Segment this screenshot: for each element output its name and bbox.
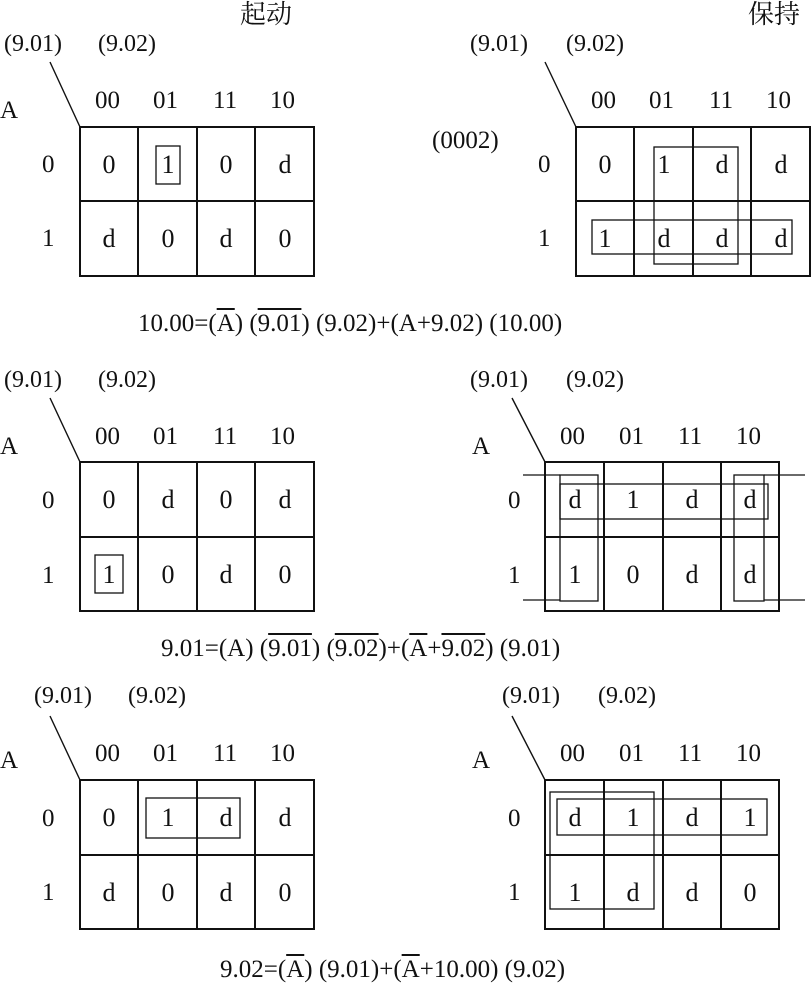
- kmap-5-sig1: (9.01): [34, 683, 92, 709]
- kmap-4-cell: d: [743, 559, 757, 589]
- kmap-4-sig2: (9.02): [566, 367, 624, 393]
- kmap-3-col: 00: [95, 423, 120, 450]
- kmap-3-row: 1: [42, 562, 55, 589]
- kmap-5-cell: d: [102, 877, 116, 907]
- kmap-1-col: 00: [95, 87, 120, 114]
- kmap-6-cell: 1: [743, 802, 757, 832]
- kmap-1-col: 11: [213, 87, 238, 114]
- kmap-5-row-var: A: [0, 747, 19, 774]
- equation-2-part: 9.02: [441, 635, 486, 662]
- kmap-5-row: 0: [42, 805, 55, 832]
- kmap-2-col: 11: [709, 87, 734, 114]
- kmap-1-cell: 0: [219, 149, 233, 179]
- kmap-2-row: 0: [538, 151, 551, 178]
- kmap-1-cell: d: [278, 149, 292, 179]
- kmap-6-cell: 1: [626, 802, 640, 832]
- kmap-6-col: 01: [619, 740, 644, 767]
- start-header: 起动: [240, 0, 293, 30]
- kmap-1-cell: 1: [161, 149, 175, 179]
- kmap-4-cell: 1: [626, 484, 640, 514]
- equation-1-part: ) (9.02)+(A+9.02) (10.00): [301, 310, 563, 337]
- kmap-2-row-var: (0002): [432, 127, 499, 154]
- kmap-6-row: 1: [508, 879, 521, 906]
- kmap-3-cell: 0: [161, 559, 175, 589]
- kmap-6-col: 10: [736, 740, 761, 767]
- kmap-6-cell: 0: [743, 877, 757, 907]
- kmap-5-col: 01: [153, 740, 178, 767]
- kmap-3-col: 01: [153, 423, 178, 450]
- kmap-3-cell: d: [278, 484, 292, 514]
- kmap-4-cell: 0: [626, 559, 640, 589]
- equation-2-part: 9.02: [334, 635, 379, 662]
- kmap-6-cell: 1: [568, 877, 582, 907]
- kmap-4-cell: d: [685, 484, 699, 514]
- hold-header: 保持: [748, 0, 801, 30]
- equation-2-part: +: [427, 635, 442, 662]
- kmap-3-sig2: (9.02): [98, 367, 156, 393]
- kmap-6-cell: d: [685, 802, 699, 832]
- kmap-1-row: 1: [42, 225, 55, 252]
- kmap-5-col: 11: [213, 740, 238, 767]
- kmap-1-cell: 0: [278, 223, 292, 253]
- equation-2-part: 9.01: [268, 635, 312, 662]
- kmap-3-col: 10: [270, 423, 295, 450]
- kmap-6-cell: d: [626, 877, 640, 907]
- kmap-2-cell: 1: [598, 223, 612, 253]
- kmap-2-sig2: (9.02): [566, 31, 624, 57]
- kmap-6-sig2: (9.02): [598, 683, 656, 709]
- kmap-1-row-var: A: [0, 97, 19, 124]
- kmap-5-cell: 0: [102, 802, 116, 832]
- kmap-6-col: 00: [560, 740, 585, 767]
- equation-2: [161, 636, 560, 661]
- kmap-3-row-var: A: [0, 433, 19, 460]
- kmap-1-cell: d: [219, 223, 233, 253]
- kmap-5-col: 00: [95, 740, 120, 767]
- kmap-5-cell: 1: [161, 802, 175, 832]
- kmap-3-cell: 0: [278, 559, 292, 589]
- kmap-2-sig1: (9.01): [470, 31, 528, 57]
- equation-1-part: 9.01: [257, 310, 302, 337]
- kmap-1-row: 0: [42, 151, 55, 178]
- kmap-4-col: 10: [736, 423, 761, 450]
- kmap-2-col: 10: [766, 87, 791, 114]
- kmap-5-cell: 0: [278, 877, 292, 907]
- kmap-3-sig1: (9.01): [4, 367, 62, 393]
- kmap-3-cell: 0: [219, 484, 233, 514]
- kmap-4-row: 0: [508, 487, 521, 514]
- kmap-3-row: 0: [42, 487, 55, 514]
- equation-3-part: 9.02=(: [220, 956, 287, 983]
- kmap-4-cell: 1: [568, 559, 582, 589]
- kmap-5-cell: d: [278, 802, 292, 832]
- kmap-1-cell: d: [102, 223, 116, 253]
- kmap-4-col: 01: [619, 423, 644, 450]
- equation-3: [220, 957, 565, 982]
- kmap-1-sig2: (9.02): [98, 31, 156, 57]
- kmap-5-cell: 0: [161, 877, 175, 907]
- kmap-5-sig2: (9.02): [128, 683, 186, 709]
- kmap-2-cell: d: [657, 223, 671, 253]
- equation-1-part: ) (: [234, 310, 258, 337]
- equation-1: [138, 311, 562, 336]
- kmap-1-col: 01: [153, 87, 178, 114]
- kmap-5-row: 1: [42, 879, 55, 906]
- equation-2-part: 9.01=(A) (: [161, 635, 269, 662]
- kmap-6-col: 11: [678, 740, 703, 767]
- kmap-1-col: 10: [270, 87, 295, 114]
- kmap-4-cell: d: [743, 484, 757, 514]
- equation-2-part: ) (9.01): [485, 635, 561, 662]
- equation-2-part: $\overline{A}$: [409, 635, 428, 662]
- kmap-3-cell: 0: [102, 484, 116, 514]
- kmap-2-col: 01: [649, 87, 674, 114]
- kmap-4-col: 00: [560, 423, 585, 450]
- kmap-3-cell: d: [161, 484, 175, 514]
- kmap-2-cell: 1: [657, 149, 671, 179]
- kmap-4-row-var: A: [472, 433, 491, 460]
- kmap-2-cell: d: [715, 149, 729, 179]
- kmap-2-col: 00: [591, 87, 616, 114]
- kmap-6-cell: d: [685, 877, 699, 907]
- kmap-6-row-var: A: [472, 747, 491, 774]
- kmap-3-cell: d: [219, 559, 233, 589]
- kmap-5-cell: d: [219, 802, 233, 832]
- equation-1-part: 10.00=(: [138, 310, 217, 337]
- kmap-2-cell: d: [715, 223, 729, 253]
- equation-2-part: )+(: [378, 635, 410, 662]
- kmap-6-cell: d: [568, 802, 582, 832]
- equation-3-part: $\overline{A}$: [286, 956, 305, 983]
- kmap-2-cell: d: [774, 149, 788, 179]
- kmap-6-row: 0: [508, 805, 521, 832]
- equation-3-part: +10.00) (9.02): [419, 956, 566, 983]
- equation-1-part: $\overline{A}$: [216, 310, 235, 337]
- kmap-2-row: 1: [538, 225, 551, 252]
- kmap-3-cell: 1: [102, 559, 116, 589]
- kmap-4-cell: d: [568, 484, 582, 514]
- kmap-5-cell: d: [219, 877, 233, 907]
- kmap-6-sig1: (9.01): [502, 683, 560, 709]
- equation-2-part: ) (: [311, 635, 335, 662]
- kmap-4-sig1: (9.01): [470, 367, 528, 393]
- kmap-2-cell: d: [774, 223, 788, 253]
- kmap-1-cell: 0: [161, 223, 175, 253]
- kmap-4-row: 1: [508, 562, 521, 589]
- kmap-1-sig1: (9.01): [4, 31, 62, 57]
- kmap-4-cell: d: [685, 559, 699, 589]
- kmap-2-cell: 0: [598, 149, 612, 179]
- equation-3-part: $\overline{A}$: [401, 956, 420, 983]
- kmap-4-col: 11: [678, 423, 703, 450]
- equation-3-part: ) (9.01)+(: [304, 956, 402, 983]
- kmap-3-col: 11: [213, 423, 238, 450]
- kmap-1-cell: 0: [102, 149, 116, 179]
- kmap-5-col: 10: [270, 740, 295, 767]
